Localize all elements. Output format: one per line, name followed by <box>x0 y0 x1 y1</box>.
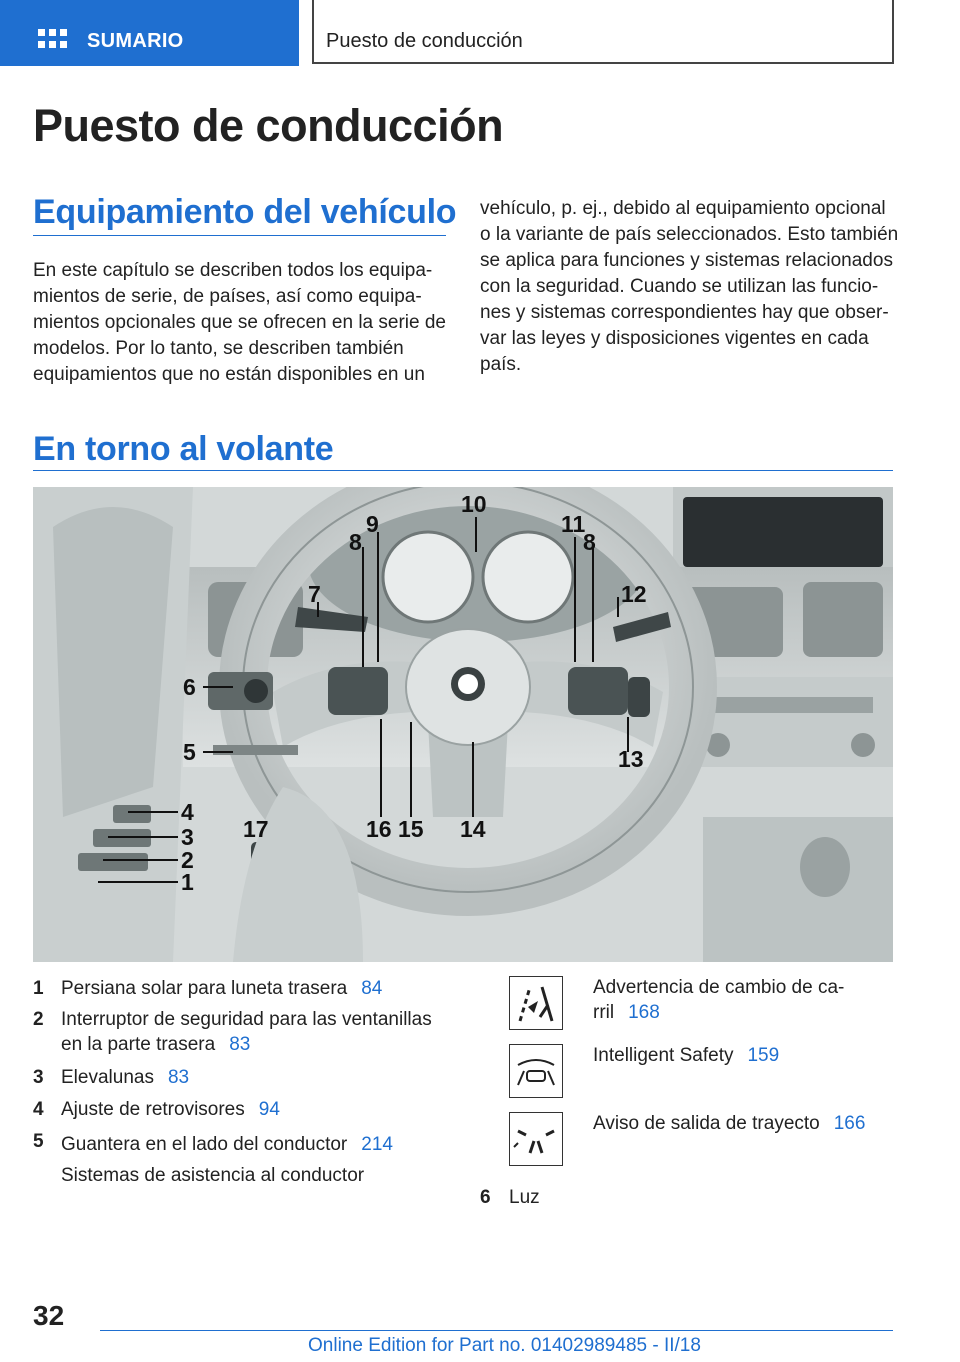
lane-departure-warning-icon <box>509 1112 563 1166</box>
item-number: 1 <box>33 978 44 999</box>
text-line: se aplica para funciones y sistemas relacionados <box>480 250 893 271</box>
page-reference-link[interactable]: 214 <box>361 1134 393 1155</box>
page-reference-link[interactable]: 83 <box>167 1067 190 1088</box>
callout-13: 13 <box>618 746 644 772</box>
breadcrumb-label: Puesto de conducción <box>326 30 523 52</box>
footer-rule <box>100 1330 893 1331</box>
section-title-equipamiento: Equipamiento del vehículo <box>33 193 457 231</box>
callout-14: 14 <box>460 816 486 842</box>
item-label: en la parte trasera <box>61 1034 216 1055</box>
cockpit-illustration <box>33 487 893 962</box>
callout-5: 5 <box>183 739 196 765</box>
item-label: Guantera en el lado del conductor <box>61 1134 348 1155</box>
breadcrumb[interactable] <box>312 0 894 64</box>
callout-10: 10 <box>461 491 487 517</box>
text-line: vehículo, p. ej., debido al equipamiento opcional <box>480 198 886 219</box>
intelligent-safety-icon <box>509 1044 563 1098</box>
page-reference-link[interactable]: 159 <box>747 1045 780 1066</box>
item-label: Persiana solar para luneta trasera <box>61 978 348 999</box>
item-number: 5 <box>33 1131 44 1152</box>
lane-change-warning-icon <box>509 976 563 1030</box>
page-reference-link[interactable]: 84 <box>361 978 383 999</box>
text-line: mientos opcionales que se ofrecen en la serie de <box>33 312 446 333</box>
callout-2: 2 <box>181 847 194 873</box>
sumario-button[interactable] <box>0 0 299 66</box>
section-rule <box>33 235 446 236</box>
item-label: rril <box>593 1002 615 1023</box>
text-line: nes y sistemas correspondientes hay que obser- <box>480 302 889 323</box>
callout-1: 1 <box>181 869 194 895</box>
page-number: 32 <box>33 1300 65 1331</box>
section-rule <box>33 470 893 471</box>
callout-8-left: 8 <box>349 529 362 555</box>
item-label: Elevalunas <box>61 1067 154 1088</box>
callout-8-right: 8 <box>583 529 596 555</box>
item-label: Interruptor de seguridad para las ventanillas <box>61 1009 432 1030</box>
callout-3: 3 <box>181 824 194 850</box>
callout-17: 17 <box>243 816 269 842</box>
item-number: 6 <box>480 1187 491 1208</box>
item-number: 4 <box>33 1099 44 1120</box>
sumario-label: SUMARIO <box>87 30 184 52</box>
text-line: equipamientos que no están disponibles en un <box>33 364 425 385</box>
callout-4: 4 <box>181 799 194 825</box>
legend-right <box>480 975 900 1215</box>
page-reference-link[interactable]: 168 <box>628 1002 660 1023</box>
grid-menu-icon <box>38 29 68 51</box>
item-number: 3 <box>33 1067 44 1088</box>
item-label: Luz <box>509 1187 540 1208</box>
page-reference-link[interactable]: 94 <box>258 1099 280 1120</box>
text-line: mientos de serie, de países, así como equipa- <box>33 286 422 307</box>
callout-6: 6 <box>183 674 196 700</box>
section-title-volante: En torno al volante <box>33 430 334 468</box>
text-line: o la variante de país seleccionados. Esto también <box>480 224 899 245</box>
callout-16: 16 <box>366 816 392 842</box>
text-line: con la seguridad. Cuando se utilizan las funcio- <box>480 276 879 297</box>
callout-11: 11 <box>561 511 586 537</box>
item-label: Sistemas de asistencia al conductor <box>61 1165 365 1186</box>
item-label: Aviso de salida de trayecto <box>593 1113 820 1134</box>
cockpit-drawing <box>33 487 893 962</box>
intro-column-1 <box>33 258 453 388</box>
callout-12: 12 <box>621 581 647 607</box>
item-label: Ajuste de retrovisores <box>61 1099 245 1120</box>
footer-edition: Online Edition for Part no. 01402989485 - II/18 <box>308 1335 701 1356</box>
text-line: modelos. Por lo tanto, se describen también <box>33 338 404 359</box>
page-reference-link[interactable]: 83 <box>229 1034 251 1055</box>
callout-9: 9 <box>366 511 379 537</box>
legend-left <box>33 978 463 1198</box>
callout-7: 7 <box>308 581 321 607</box>
item-label: Intelligent Safety <box>593 1045 734 1066</box>
callout-15: 15 <box>398 816 424 842</box>
text-line: En este capítulo se describen todos los equipa- <box>33 260 433 281</box>
text-line: país. <box>480 354 522 375</box>
item-number: 2 <box>33 1009 44 1030</box>
page-reference-link[interactable]: 166 <box>833 1113 866 1134</box>
intro-column-2 <box>480 196 900 378</box>
page-title: Puesto de conducción <box>33 100 504 151</box>
text-line: var las leyes y disposiciones vigentes en cada <box>480 328 869 349</box>
item-label: Advertencia de cambio de ca- <box>593 977 845 998</box>
